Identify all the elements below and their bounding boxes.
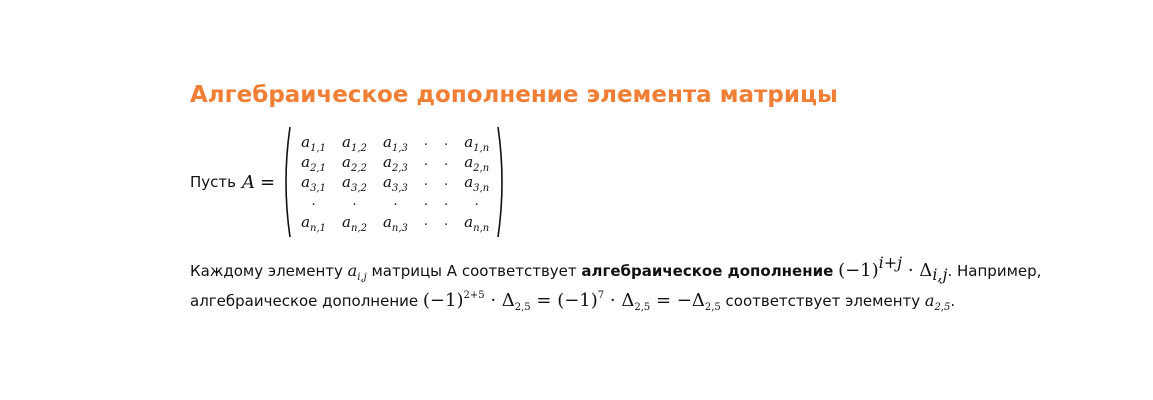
math-base: a [301, 173, 311, 191]
matrix-ellipsis: . [444, 174, 449, 189]
math-base: a [301, 213, 311, 231]
text-segment: соответствует элементу [720, 292, 925, 310]
math-sub: n,2 [350, 223, 367, 234]
math-sub: 2,5 [934, 302, 951, 313]
math-sub: n,1 [310, 223, 327, 234]
math-sub: n,n [473, 223, 490, 234]
math-sub: 2,3 [391, 163, 408, 174]
math-sup: 7 [597, 290, 605, 301]
matrix-ellipsis: . [423, 194, 429, 209]
math-sub: 3,n [473, 183, 490, 194]
matrix-element [375, 212, 416, 232]
matrix-element [334, 212, 375, 232]
text-segment: . Например, [947, 262, 1042, 280]
matrix-element [334, 172, 375, 192]
matrix-ellipsis: . [393, 194, 398, 209]
matrix-element [334, 152, 375, 172]
matrix-ellipsis: . [444, 214, 449, 229]
let-label: Пусть [190, 173, 236, 191]
matrix-row [293, 212, 497, 232]
matrix-element [456, 152, 497, 172]
matrix-element [375, 152, 416, 172]
math-sub: 2,2 [351, 163, 367, 174]
matrix-element [293, 132, 334, 152]
math-part: · Δ [604, 290, 635, 311]
math-part: = −Δ [650, 290, 705, 311]
matrix-ellipsis: . [423, 134, 429, 149]
math-base: a [464, 173, 474, 191]
math-sub: 1,3 [391, 143, 408, 154]
matrix-row [293, 152, 497, 172]
matrix-ellipsis: . [311, 194, 316, 209]
matrix-ellipsis: . [444, 194, 449, 209]
definition-paragraph [190, 253, 1090, 316]
text-segment: матрицы A соответствует [366, 262, 582, 280]
math-sub: 2,n [473, 163, 490, 174]
matrix-ellipsis: . [444, 134, 449, 149]
left-paren-icon [281, 126, 291, 238]
right-paren-icon [497, 126, 507, 238]
matrix-ellipsis: . [423, 154, 429, 169]
math-sub: 3,3 [391, 183, 408, 194]
math-base: a [382, 153, 392, 171]
math-sub: 1,n [473, 143, 490, 154]
math-sub: 1,2 [351, 143, 367, 154]
math-sub: n,3 [391, 223, 408, 234]
matrix-element [334, 132, 375, 152]
element-aij [347, 261, 367, 283]
math-part: · Δ [902, 260, 933, 281]
matrix-definition [190, 126, 1090, 238]
text-segment: алгебраическое дополнение [190, 292, 423, 310]
matrix-row [293, 192, 497, 212]
math-sub: 2,5 [634, 302, 651, 313]
text-segment: Каждому элементу [190, 262, 348, 280]
math-sup: i+j [878, 253, 903, 272]
matrix-row [293, 172, 497, 192]
math-base: a [924, 291, 935, 310]
math-base: a [382, 133, 392, 151]
matrix [281, 126, 507, 238]
math-base: a [382, 213, 392, 231]
matrix-symbol: A [241, 171, 255, 193]
math-base: a [464, 133, 474, 151]
matrix-ellipsis: . [444, 154, 449, 169]
matrix-ellipsis: . [352, 194, 357, 209]
math-base: a [301, 133, 311, 151]
math-sub: 2,5 [704, 302, 721, 313]
page-title: Алгебраическое дополнение элемента матрицы [190, 82, 838, 108]
equals-sign: = [259, 171, 276, 193]
matrix-element [456, 132, 497, 152]
matrix-grid [293, 132, 497, 232]
math-sub: 3,2 [351, 183, 367, 194]
math-base: a [301, 153, 311, 171]
matrix-element [456, 212, 497, 232]
math-part: (−1) [838, 260, 879, 281]
math-sub: i,j [357, 272, 367, 283]
cofactor-formula [838, 253, 948, 284]
math-base: a [342, 173, 351, 191]
math-base: a [342, 213, 351, 231]
math-sub: i,j [932, 265, 948, 284]
matrix-element [293, 152, 334, 172]
matrix-row [293, 132, 497, 152]
matrix-ellipsis: . [423, 174, 429, 189]
math-sub: 3,1 [310, 183, 326, 194]
math-sub: 2,1 [310, 163, 326, 174]
article-content [190, 78, 1090, 316]
math-base: a [382, 173, 392, 191]
math-base: a [464, 153, 474, 171]
example-formula [423, 290, 721, 311]
math-sup: 2+5 [463, 290, 485, 301]
math-part: = (−1) [530, 290, 598, 311]
math-part: (−1) [422, 290, 464, 311]
math-sub: 2,5 [514, 302, 531, 313]
text-segment: . [950, 292, 956, 310]
matrix-ellipsis: . [423, 214, 429, 229]
bold-term: алгебраическое дополнение [581, 262, 834, 280]
matrix-element [456, 172, 497, 192]
matrix-element [293, 172, 334, 192]
matrix-element [375, 172, 416, 192]
matrix-element [293, 212, 334, 232]
math-base: a [464, 213, 474, 231]
math-base: a [342, 153, 351, 171]
matrix-element [375, 132, 416, 152]
math-sub: 1,1 [310, 143, 326, 154]
math-base: a [347, 261, 358, 280]
math-part: · Δ [484, 290, 515, 311]
element-a25 [924, 291, 951, 313]
math-base: a [342, 133, 351, 151]
matrix-ellipsis: . [474, 194, 479, 209]
